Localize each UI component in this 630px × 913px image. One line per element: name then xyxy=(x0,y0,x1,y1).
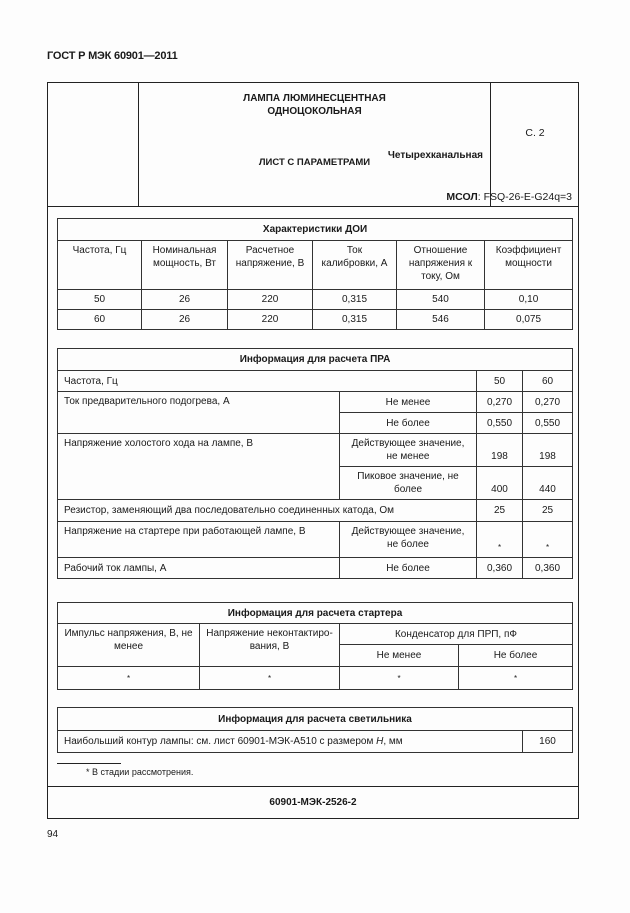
cell: 0,550 xyxy=(477,413,523,434)
cell: 25 xyxy=(477,500,523,522)
cell: 26 xyxy=(142,290,228,310)
column-header: Ток калибровки, А xyxy=(313,241,397,290)
header-right-divider xyxy=(490,82,491,207)
cell: 60 xyxy=(523,371,573,392)
page-number: 94 xyxy=(47,829,59,840)
cell: 0,360 xyxy=(523,558,573,579)
luminaire-table-title: Информация для расчета светильника xyxy=(58,708,573,731)
doi-table-title: Характеристики ДОИ xyxy=(58,219,573,241)
table-row xyxy=(58,667,573,690)
cell: * xyxy=(58,667,200,690)
column-header: Напряжение неконтактиро-вания, В xyxy=(200,624,340,667)
column-header: Импульс напряжения, В, не менее xyxy=(58,624,200,667)
sub-label: Пиковое значение, не более xyxy=(340,467,477,500)
cell: * xyxy=(459,667,573,690)
cell: 0,360 xyxy=(477,558,523,579)
sheet-subtitle: ЛИСТ С ПАРАМЕТРАМИ xyxy=(258,157,371,168)
cell: 50 xyxy=(58,290,142,310)
mcol-label: МСОЛ xyxy=(446,191,478,203)
cell: 0,10 xyxy=(485,290,573,310)
cell: 60 xyxy=(58,310,142,330)
cell: 0,270 xyxy=(477,392,523,413)
column-header: Не более xyxy=(459,645,573,667)
table-row xyxy=(58,731,573,753)
sheet-title-line2: ОДНОЦОКОЛЬНАЯ xyxy=(267,106,362,117)
cell: 25 xyxy=(523,500,573,522)
cell: 198 xyxy=(477,434,523,467)
header-divider xyxy=(47,206,579,207)
table-row xyxy=(58,522,573,558)
cell: 0,270 xyxy=(523,392,573,413)
max-contour-label xyxy=(58,731,523,753)
footnote: * В стадии рассмотрения. xyxy=(86,767,194,777)
cell: 546 xyxy=(397,310,485,330)
cell: * xyxy=(477,522,523,558)
table-row xyxy=(58,500,573,522)
sub-label: Не более xyxy=(340,558,477,579)
operating-current-label: Рабочий ток лампы, А xyxy=(58,558,340,579)
table-row xyxy=(58,392,573,413)
cell: 0,315 xyxy=(313,290,397,310)
starter-voltage-label: Напряжение на стартере при работающей лампе, В xyxy=(58,522,340,558)
standard-designation: ГОСТ Р МЭК 60901—2011 xyxy=(47,50,178,62)
column-header: Конденсатор для ПРП, пФ xyxy=(340,624,573,645)
column-header: Номинальная мощность, Вт xyxy=(142,241,228,290)
open-voltage-label: Напряжение холостого хода на лампе, В xyxy=(58,434,340,500)
cell: 160 xyxy=(523,731,573,753)
cell: 0,075 xyxy=(485,310,573,330)
doi-characteristics-table xyxy=(57,218,573,330)
footnote-rule xyxy=(57,763,121,764)
preheat-label: Ток предварительного подогрева, А xyxy=(58,392,340,434)
label-suffix: , мм xyxy=(383,736,403,747)
sub-label: Действующее значение, не менее xyxy=(340,434,477,467)
mcol-designation xyxy=(300,191,572,203)
label-prefix: Наибольший контур лампы: см. лист 60901-МЭК-А510 с размером xyxy=(64,736,377,747)
column-header: Не менее xyxy=(340,645,459,667)
column-header: Расчетное напряжение, В xyxy=(228,241,313,290)
cell: 0,550 xyxy=(523,413,573,434)
ballast-info-table xyxy=(57,348,573,579)
label-italic: H xyxy=(376,736,384,747)
frequency-label: Частота, Гц xyxy=(58,371,477,392)
cell: 400 xyxy=(477,467,523,500)
cell: 198 xyxy=(523,434,573,467)
table-row xyxy=(58,290,573,310)
cell: * xyxy=(340,667,459,690)
column-header: Частота, Гц xyxy=(58,241,142,290)
cell: 26 xyxy=(142,310,228,330)
column-header: Отношение напряжения к току, Ом xyxy=(397,241,485,290)
table-row xyxy=(58,434,573,467)
cell: 220 xyxy=(228,310,313,330)
sub-label: Не более xyxy=(340,413,477,434)
sheet-title xyxy=(139,92,490,118)
cell: * xyxy=(200,667,340,690)
cell: 220 xyxy=(228,290,313,310)
footer-divider xyxy=(47,786,579,787)
sheet-title-line1: ЛАМПА ЛЮМИНЕСЦЕНТНАЯ xyxy=(243,93,386,104)
starter-info-table xyxy=(57,602,573,690)
cell: 50 xyxy=(477,371,523,392)
pra-table-title: Информация для расчета ПРА xyxy=(58,349,573,371)
column-header: Коэффициент мощности xyxy=(485,241,573,290)
cell: 0,315 xyxy=(313,310,397,330)
sub-label: Действующее значение, не более xyxy=(340,522,477,558)
mcol-value: : FSQ-26-E-G24q=3 xyxy=(477,191,572,203)
table-row xyxy=(58,558,573,579)
starter-table-title: Информация для расчета стартера xyxy=(58,603,573,624)
resistor-label: Резистор, заменяющий два последовательно соединенных катода, Ом xyxy=(58,500,477,522)
luminaire-info-table xyxy=(57,707,573,753)
table-row xyxy=(58,371,573,392)
cell: * xyxy=(523,522,573,558)
cell: 440 xyxy=(523,467,573,500)
sheet-id: 60901-МЭК-2526-2 xyxy=(269,797,357,808)
cell: 540 xyxy=(397,290,485,310)
lamp-type: Четырехканальная xyxy=(387,150,483,161)
sub-label: Не менее xyxy=(340,392,477,413)
table-row xyxy=(58,310,573,330)
page-label: С. 2 xyxy=(525,127,545,139)
